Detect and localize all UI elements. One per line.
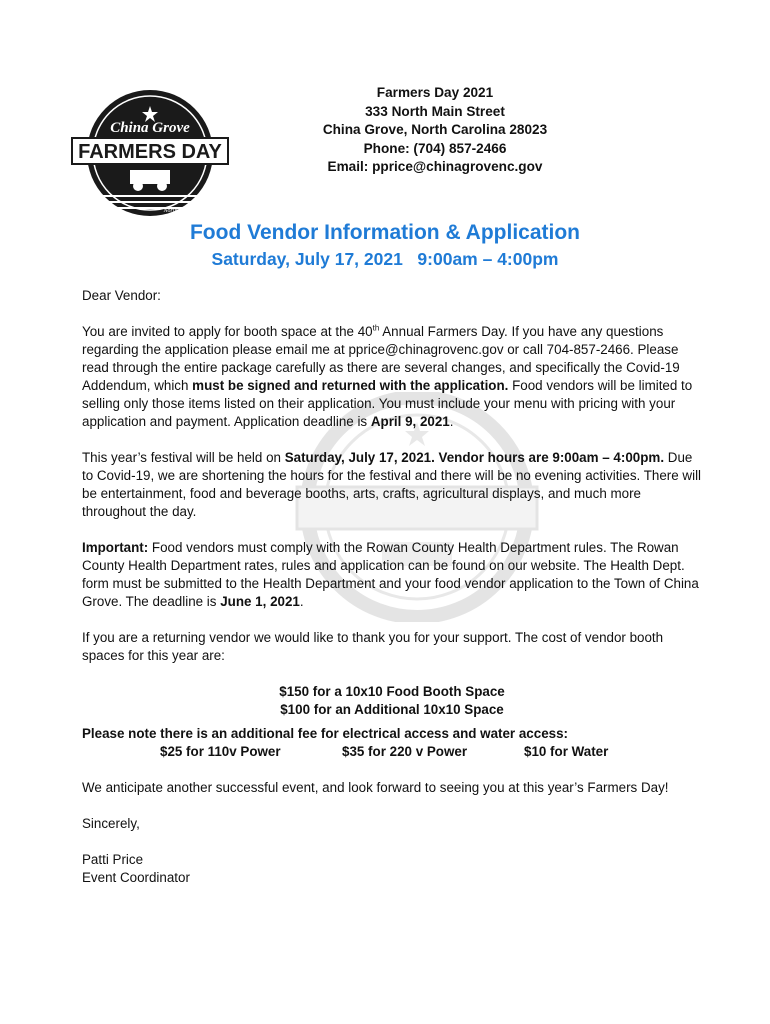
- paragraph-important: Important: Food vendors must comply with the Rowan County Health Department rules. The Rowan County Health Department rates, rules and application can be found on our website. The Health Dept. form must be submitted to the Health Department and your food vendor application to the Town of China Grove. The deadline is June 1, 2021.: [82, 540, 699, 609]
- header-email: Email: pprice@chinagrovenc.gov: [327, 159, 543, 174]
- page-subtitle: Saturday, July 17, 2021 9:00am – 4:00pm: [211, 249, 559, 269]
- header-address: 333 North Main Street: [365, 103, 505, 119]
- paragraph-invitation: You are invited to apply for booth space at the 40th Annual Farmers Day. If you have any questions regarding the application please email me at pprice@chinagrovenc.gov or call 704-857-2466. Please read through the entire package carefully as there are several changes, and specifically the Covid-19 Addendum, which must be signed and returned with the application. Food vendors will be limited to selling only those items listed on their application. You must include your menu with pricing with your application and payment. Application deadline is April 9, 2021.: [82, 323, 693, 429]
- signature-role: Event Coordinator: [82, 870, 190, 885]
- logo-top-text: China Grove: [110, 120, 190, 136]
- header-event: Farmers Day 2021: [376, 85, 494, 100]
- greeting: Dear Vendor:: [82, 288, 161, 303]
- page-title: Food Vendor Information & Application: [189, 221, 581, 244]
- fee-220v: $35 for 220 v Power: [342, 744, 468, 759]
- paragraph-festival: This year’s festival will be held on Saturday, July 17, 2021. Vendor hours are 9:00am – 4:00pm. Due to Covid-19, we are shortening the hours for the festival and there will be no evening activities. There will be entertainment, food and beverage booths, arts, crafts, agricultural displays, and much more throughout the day.: [82, 450, 702, 519]
- contact-header: [290, 84, 580, 177]
- paragraph-returning: If you are a returning vendor we would like to thank you for your support. The cost of vendor booth spaces for this year are:: [82, 630, 664, 663]
- paragraph-closing: We anticipate another successful event, and look forward to seeing you at this year’s Farmers Day!: [82, 780, 669, 795]
- logo-main-text: FARMERS DAY: [78, 141, 222, 163]
- fee-110v: $25 for 110v Power: [160, 744, 281, 759]
- logo-bottom-text: North Carolina: [163, 208, 201, 214]
- farmers-day-logo: [70, 86, 230, 220]
- closing: Sincerely,: [82, 816, 140, 831]
- fee-water: $10 for Water: [524, 744, 609, 759]
- header-phone: Phone: (704) 857-2466: [363, 140, 507, 156]
- price-food-booth: $150 for a 10x10 Food Booth Space: [279, 684, 505, 699]
- fees-row: [160, 743, 702, 761]
- price-additional-space: $100 for an Additional 10x10 Space: [280, 702, 504, 717]
- letter-body: [82, 287, 702, 887]
- header-city: China Grove, North Carolina 28023: [322, 122, 548, 137]
- signature-name: Patti Price: [82, 852, 144, 867]
- fees-note: Please note there is an additional fee for electrical access and water access:: [82, 726, 569, 741]
